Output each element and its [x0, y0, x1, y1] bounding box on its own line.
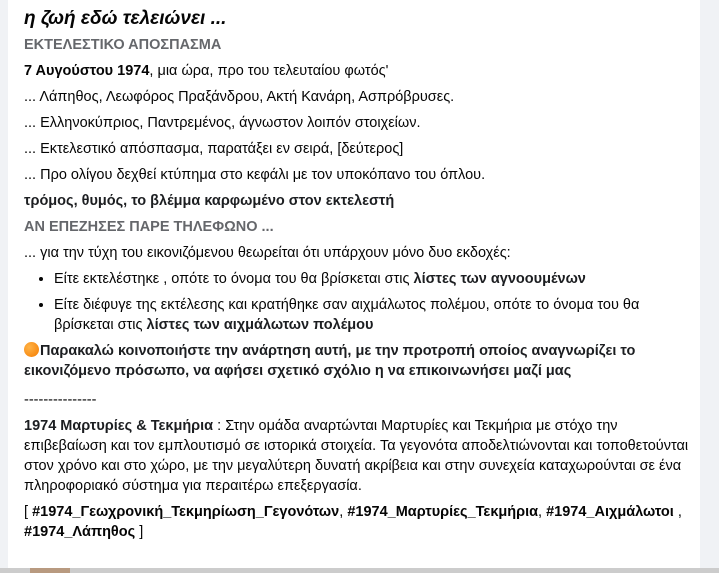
- post-text: [24, 0, 694, 545]
- hashtags: [24, 499, 694, 545]
- separator-comma: ,: [673, 504, 682, 520]
- line-1: ... Λάπηθος, Λεωφόρος Πραξάνδρου, Ακτή Κανάρη, Ασπρόβρυσες.: [24, 89, 455, 105]
- group-desc-text: : Στην ομάδα αναρτώνται Μαρτυρίες και Τεκμήρια με στόχο την επιβεβαίωση και τον εμπλουτισμό σε ιστορικά στοιχεία. Τα γεγονότα αποδελτιώνονται και τοποθετούνται στον χρόνο και στο χώρο, με την μεγαλύτερη δυνατή ακρίβεια και στην συνεχεία καταχωρούνται σε ένα πληροφοριακό σύστημα για περαιτέρω επεξεργασία.: [24, 418, 689, 494]
- date-bold: 7 Αυγούστου 1974: [24, 63, 150, 79]
- list-item: [54, 266, 694, 292]
- intro-line: ... για την τύχη του εικονιζόμενου θεωρείται ότι υπάρχουν μόνο δυο εκδοχές:: [24, 245, 511, 261]
- hashtag-link[interactable]: #1974_Αιχμάλωτοι: [546, 504, 674, 520]
- separator-comma: ,: [339, 504, 348, 520]
- appeal-text: Παρακαλώ κοινοποιήστε την ανάρτηση αυτή, με την προτροπή οποίος αναγνωρίζει το εικονιζόμενο πρόσωπο, να αφήσει σχετικό σχόλιο η να επικοινωνήσει μαζί μας: [24, 343, 636, 379]
- bullet-text: Είτε εκτελέστηκε , οπότε το όνομα του θα βρίσκεται στις: [54, 271, 414, 287]
- post-title: η ζωή εδώ τελειώνει ...: [24, 8, 227, 29]
- bullet-bold: λίστες των αγνοουμένων: [413, 271, 586, 287]
- separator: ---------------: [24, 392, 97, 408]
- line-2: ... Ελληνοκύπριος, Παντρεμένος, άγνωστον λοιπόν στοιχείων.: [24, 115, 421, 131]
- line-3: ... Εκτελεστικό απόσπασμα, παρατάξει εν σειρά, [δεύτερος]: [24, 141, 404, 157]
- hashtag-link[interactable]: #1974_Λάπηθος: [24, 524, 136, 540]
- options-list: [24, 266, 694, 338]
- photo-thumbnail[interactable]: [30, 568, 70, 573]
- bullet-bold: λίστες των αιχμάλωτων πολέμου: [146, 317, 374, 333]
- bullet-text: Είτε διέφυγε της εκτέλεσης και κρατήθηκε σαν αιχμάλωτος πολέμου, οπότε το όνομα του θα βρίσκεται στις: [54, 297, 640, 333]
- date-line: [24, 58, 694, 84]
- list-item: [54, 292, 694, 338]
- hashtag-link[interactable]: #1974_Μαρτυρίες_Τεκμήρια: [347, 504, 539, 520]
- orange-circle-icon: [24, 342, 39, 357]
- appeal-line: [24, 338, 694, 384]
- group-description: [24, 413, 694, 499]
- post-card: [8, 0, 700, 573]
- separator-comma: ,: [538, 504, 547, 520]
- line-4: ... Προ ολίγου δεχθεί κτύπημα στο κεφάλι με τον υποκόπανο του όπλου.: [24, 167, 486, 183]
- bracket: [: [24, 504, 33, 520]
- group-name: 1974 Μαρτυρίες & Τεκμήρια: [24, 418, 214, 434]
- hashtag-link[interactable]: #1974_Γεωχρονική_Τεκμηρίωση_Γεγονότων: [32, 504, 340, 520]
- bracket: ]: [135, 524, 144, 540]
- image-preview-strip[interactable]: [0, 568, 719, 573]
- date-rest: , μια ώρα, προ του τελευταίου φωτός': [149, 63, 389, 79]
- bold-line: τρόμος, θυμός, το βλέμμα καρφωμένο στον εκτελεστή: [24, 193, 395, 209]
- heading-survived: ΑΝ ΕΠΕΖΗΣΕΣ ΠΑΡΕ ΤΗΛΕΦΩΝΟ ...: [24, 219, 274, 235]
- heading-execution: ΕΚΤΕΛΕΣΤΙΚΟ ΑΠΟΣΠΑΣΜΑ: [24, 37, 222, 53]
